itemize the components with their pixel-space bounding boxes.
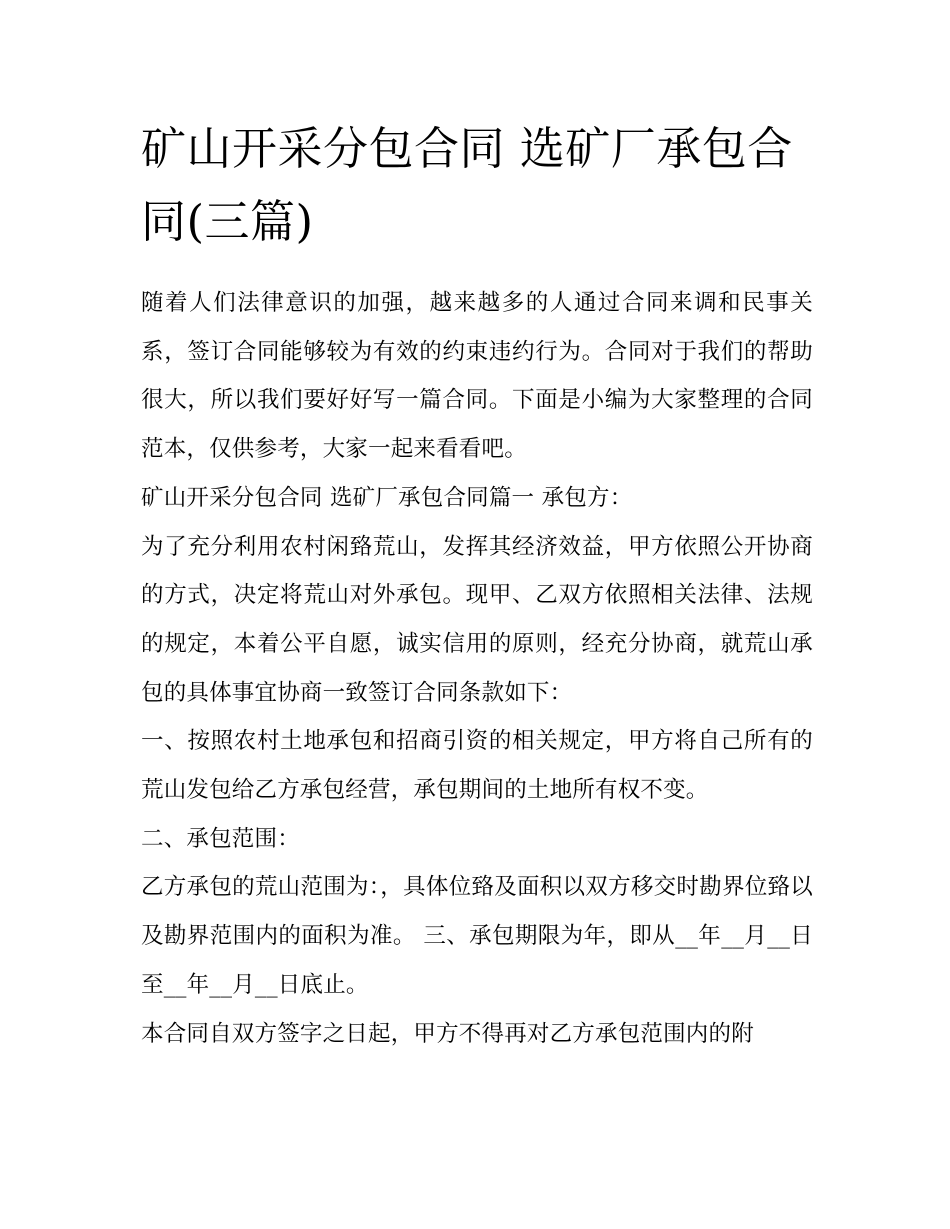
document-title: 矿山开采分包合同 选矿厂承包合同(三篇) [141, 122, 793, 248]
paragraph-continuation: 本合同自双方签字之日起，甲方不得再对乙方承包范围内的附 [141, 1020, 754, 1047]
paragraph-intro: 随着人们法律意识的加强，越来越多的人通过合同来调和民事关系，签订合同能够较为有效的约束违约行为。合同对于我们的帮助很大，所以我们要好好写一篇合同。下面是小编为大家整理的合同范本，仅供参考，大家一起来看看吧。 [141, 290, 813, 463]
paragraph-clause-1: 一、按照农村土地承包和招商引资的相关规定，甲方将自己所有的荒山发包给乙方承包经营，承包期间的土地所有权不变。 [141, 728, 813, 804]
document-body [141, 279, 813, 1058]
paragraph-preamble: 为了充分利用农村闲臵荒山，发挥其经济效益，甲方依照公开协商的方式，决定将荒山对外承包。现甲、乙双方依照相关法律、法规的规定，本着公平自愿，诚实信用的原则，经充分协商，就荒山承包的具体事宜协商一致签订合同条款如下： [141, 533, 813, 706]
paragraph-section-heading: 矿山开采分包合同 选矿厂承包合同篇一 承包方： [141, 484, 633, 511]
document-content [141, 112, 813, 1058]
paragraph-clause-2-3: 乙方承包的荒山范围为：，具体位臵及面积以双方移交时勘界位臵以及勘界范围内的面积为准。 三、承包期限为年，即从__年__月__日至__年__月__日底止。 [141, 874, 813, 998]
paragraph-clause-2-heading: 二、承包范围： [141, 825, 300, 852]
